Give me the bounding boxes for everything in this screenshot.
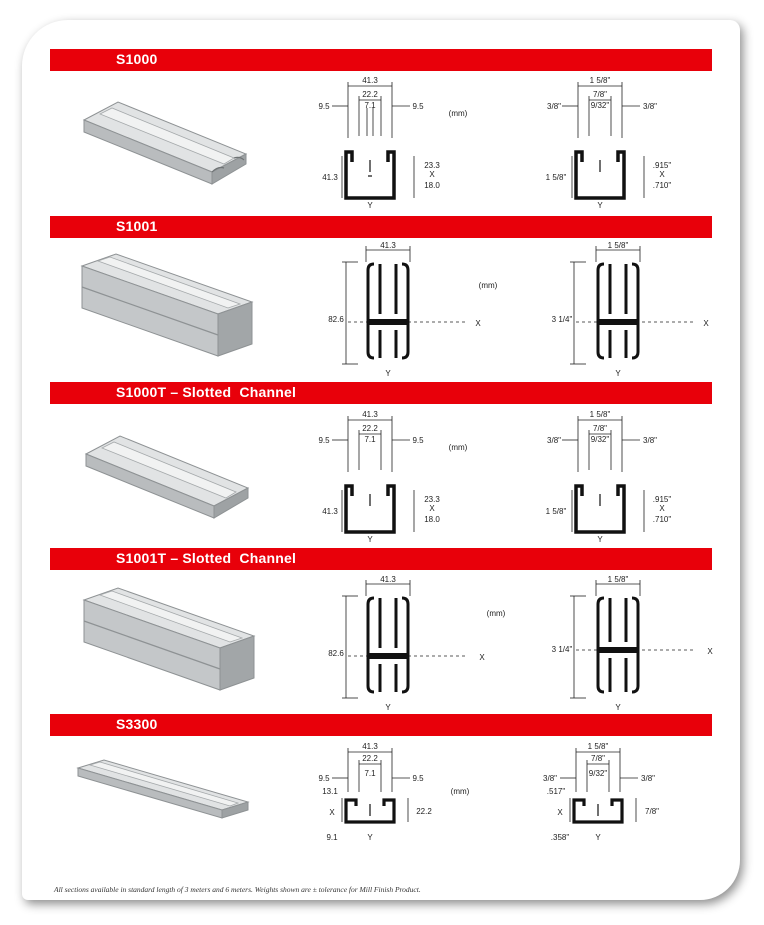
unit-label: (mm) <box>448 443 468 452</box>
section-title: S3300 <box>116 716 158 732</box>
imperial-diagram-s1000t <box>532 410 702 542</box>
unit-label: (mm) <box>486 609 506 618</box>
metric-diagram-s1001t <box>318 575 528 712</box>
dim-centroid-bottom: 9.1 <box>326 833 338 842</box>
dim-slot: 9/32" <box>590 435 610 444</box>
dim-overall-width: 1 5/8" <box>587 742 609 751</box>
imperial-diagram-s3300 <box>530 742 710 848</box>
dim-centroid-bottom: .358" <box>550 833 570 842</box>
section-header-s1001 <box>50 216 712 238</box>
dim-overall-width: 41.3 <box>362 410 378 419</box>
section-header-s1000t <box>50 382 712 404</box>
dim-slot: 7.1 <box>364 101 376 110</box>
dim-slot: 7.1 <box>364 435 376 444</box>
dim-inner-width: 7/8" <box>593 424 607 433</box>
axis-x-label: X <box>329 808 335 817</box>
dim-slot: 9/32" <box>590 101 610 110</box>
axis-x-label: X <box>703 319 709 328</box>
metric-diagram-s3300 <box>312 742 492 848</box>
channel-photo-s1001t <box>78 586 258 694</box>
axis-y-label: Y <box>597 201 603 210</box>
dim-height: 3 1/4" <box>551 645 573 654</box>
imperial-diagram-s1001t <box>546 575 726 712</box>
dim-overall-width: 1 5/8" <box>589 76 611 85</box>
dim-height: 22.2 <box>416 807 432 816</box>
axis-y-label: Y <box>385 369 391 378</box>
dim-overall-width: 41.3 <box>380 241 396 250</box>
dim-centroid-top: .915" <box>652 161 672 170</box>
dim-overall-width: 41.3 <box>380 575 396 584</box>
dim-lip-right: 9.5 <box>412 774 424 783</box>
channel-photo-s1000 <box>74 96 250 188</box>
unit-label: (mm) <box>478 281 498 290</box>
dim-overall-width: 1 5/8" <box>607 241 629 250</box>
metric-diagram-s1000t <box>312 410 482 542</box>
dim-centroid-top: 23.3 <box>424 161 440 170</box>
axis-x-label: X <box>479 653 485 662</box>
dim-overall-width: 1 5/8" <box>589 410 611 419</box>
section-title: S1000 <box>116 51 158 67</box>
dim-height: 1 5/8" <box>545 173 567 182</box>
metric-diagram-s1001 <box>318 241 498 378</box>
channel-photo-s3300 <box>72 758 252 822</box>
axis-x-label: X <box>429 170 435 179</box>
dim-overall-width: 41.3 <box>362 76 378 85</box>
axis-x-label: X <box>429 504 435 513</box>
dim-centroid-top: 23.3 <box>424 495 440 504</box>
dim-slot: 9/32" <box>588 769 608 778</box>
dim-lip-height: .517" <box>546 787 566 796</box>
section-title: S1000T – Slotted Channel <box>116 384 297 400</box>
dim-height: 82.6 <box>328 649 344 658</box>
dim-lip-left: 9.5 <box>318 436 330 445</box>
dim-height: 41.3 <box>322 507 338 516</box>
dim-lip-left: 9.5 <box>318 774 330 783</box>
dim-overall-width: 1 5/8" <box>607 575 629 584</box>
dim-lip-right: 9.5 <box>412 102 424 111</box>
footnote: All sections available in standard length of 3 meters and 6 meters. Weights shown are ± tolerance for Mill Finish Product. <box>54 885 421 894</box>
axis-y-label: Y <box>615 369 621 378</box>
dim-centroid-bottom: .710" <box>652 515 672 524</box>
axis-y-label: Y <box>367 535 373 544</box>
dim-lip-left: 3/8" <box>547 102 561 111</box>
axis-y-label: Y <box>367 201 373 210</box>
dim-inner-width: 22.2 <box>362 754 378 763</box>
dim-lip-left: 3/8" <box>547 436 561 445</box>
dim-slot: 7.1 <box>364 769 376 778</box>
unit-label: (mm) <box>448 109 468 118</box>
dim-lip-right: 3/8" <box>641 774 655 783</box>
catalog-sheet <box>22 20 740 900</box>
axis-x-label: X <box>659 170 665 179</box>
dim-lip-height: 13.1 <box>322 787 338 796</box>
channel-photo-s1001 <box>76 252 256 360</box>
axis-y-label: Y <box>595 833 601 842</box>
dim-inner-width: 7/8" <box>591 754 605 763</box>
channel-photo-s1000t <box>76 430 252 522</box>
axis-x-label: X <box>475 319 481 328</box>
dim-inner-width: 22.2 <box>362 90 378 99</box>
dim-centroid-bottom: 18.0 <box>424 515 440 524</box>
dim-lip-right: 9.5 <box>412 436 424 445</box>
section-header-s1000 <box>50 49 712 71</box>
dim-lip-left: 3/8" <box>543 774 557 783</box>
section-header-s1001t <box>50 548 712 570</box>
dim-height: 3 1/4" <box>551 315 573 324</box>
axis-y-label: Y <box>597 535 603 544</box>
dim-height: 7/8" <box>645 807 659 816</box>
dim-height: 1 5/8" <box>545 507 567 516</box>
imperial-diagram-s1000 <box>532 76 702 208</box>
dim-centroid-bottom: 18.0 <box>424 181 440 190</box>
dim-lip-left: 9.5 <box>318 102 330 111</box>
unit-label: (mm) <box>450 787 470 796</box>
dim-centroid-top: .915" <box>652 495 672 504</box>
dim-centroid-bottom: .710" <box>652 181 672 190</box>
imperial-diagram-s1001 <box>546 241 726 378</box>
section-title: S1001 <box>116 218 158 234</box>
section-title: S1001T – Slotted Channel <box>116 550 297 566</box>
dim-height: 82.6 <box>328 315 344 324</box>
axis-x-label: X <box>707 647 713 656</box>
axis-x-label: X <box>557 808 563 817</box>
dim-inner-width: 22.2 <box>362 424 378 433</box>
section-header-s3300 <box>50 714 712 736</box>
axis-y-label: Y <box>385 703 391 712</box>
dim-overall-width: 41.3 <box>362 742 378 751</box>
axis-x-label: X <box>659 504 665 513</box>
dim-inner-width: 7/8" <box>593 90 607 99</box>
axis-y-label: Y <box>615 703 621 712</box>
dim-lip-right: 3/8" <box>643 436 657 445</box>
dim-height: 41.3 <box>322 173 338 182</box>
axis-y-label: Y <box>367 833 373 842</box>
dim-lip-right: 3/8" <box>643 102 657 111</box>
metric-diagram-s1000 <box>312 76 482 208</box>
